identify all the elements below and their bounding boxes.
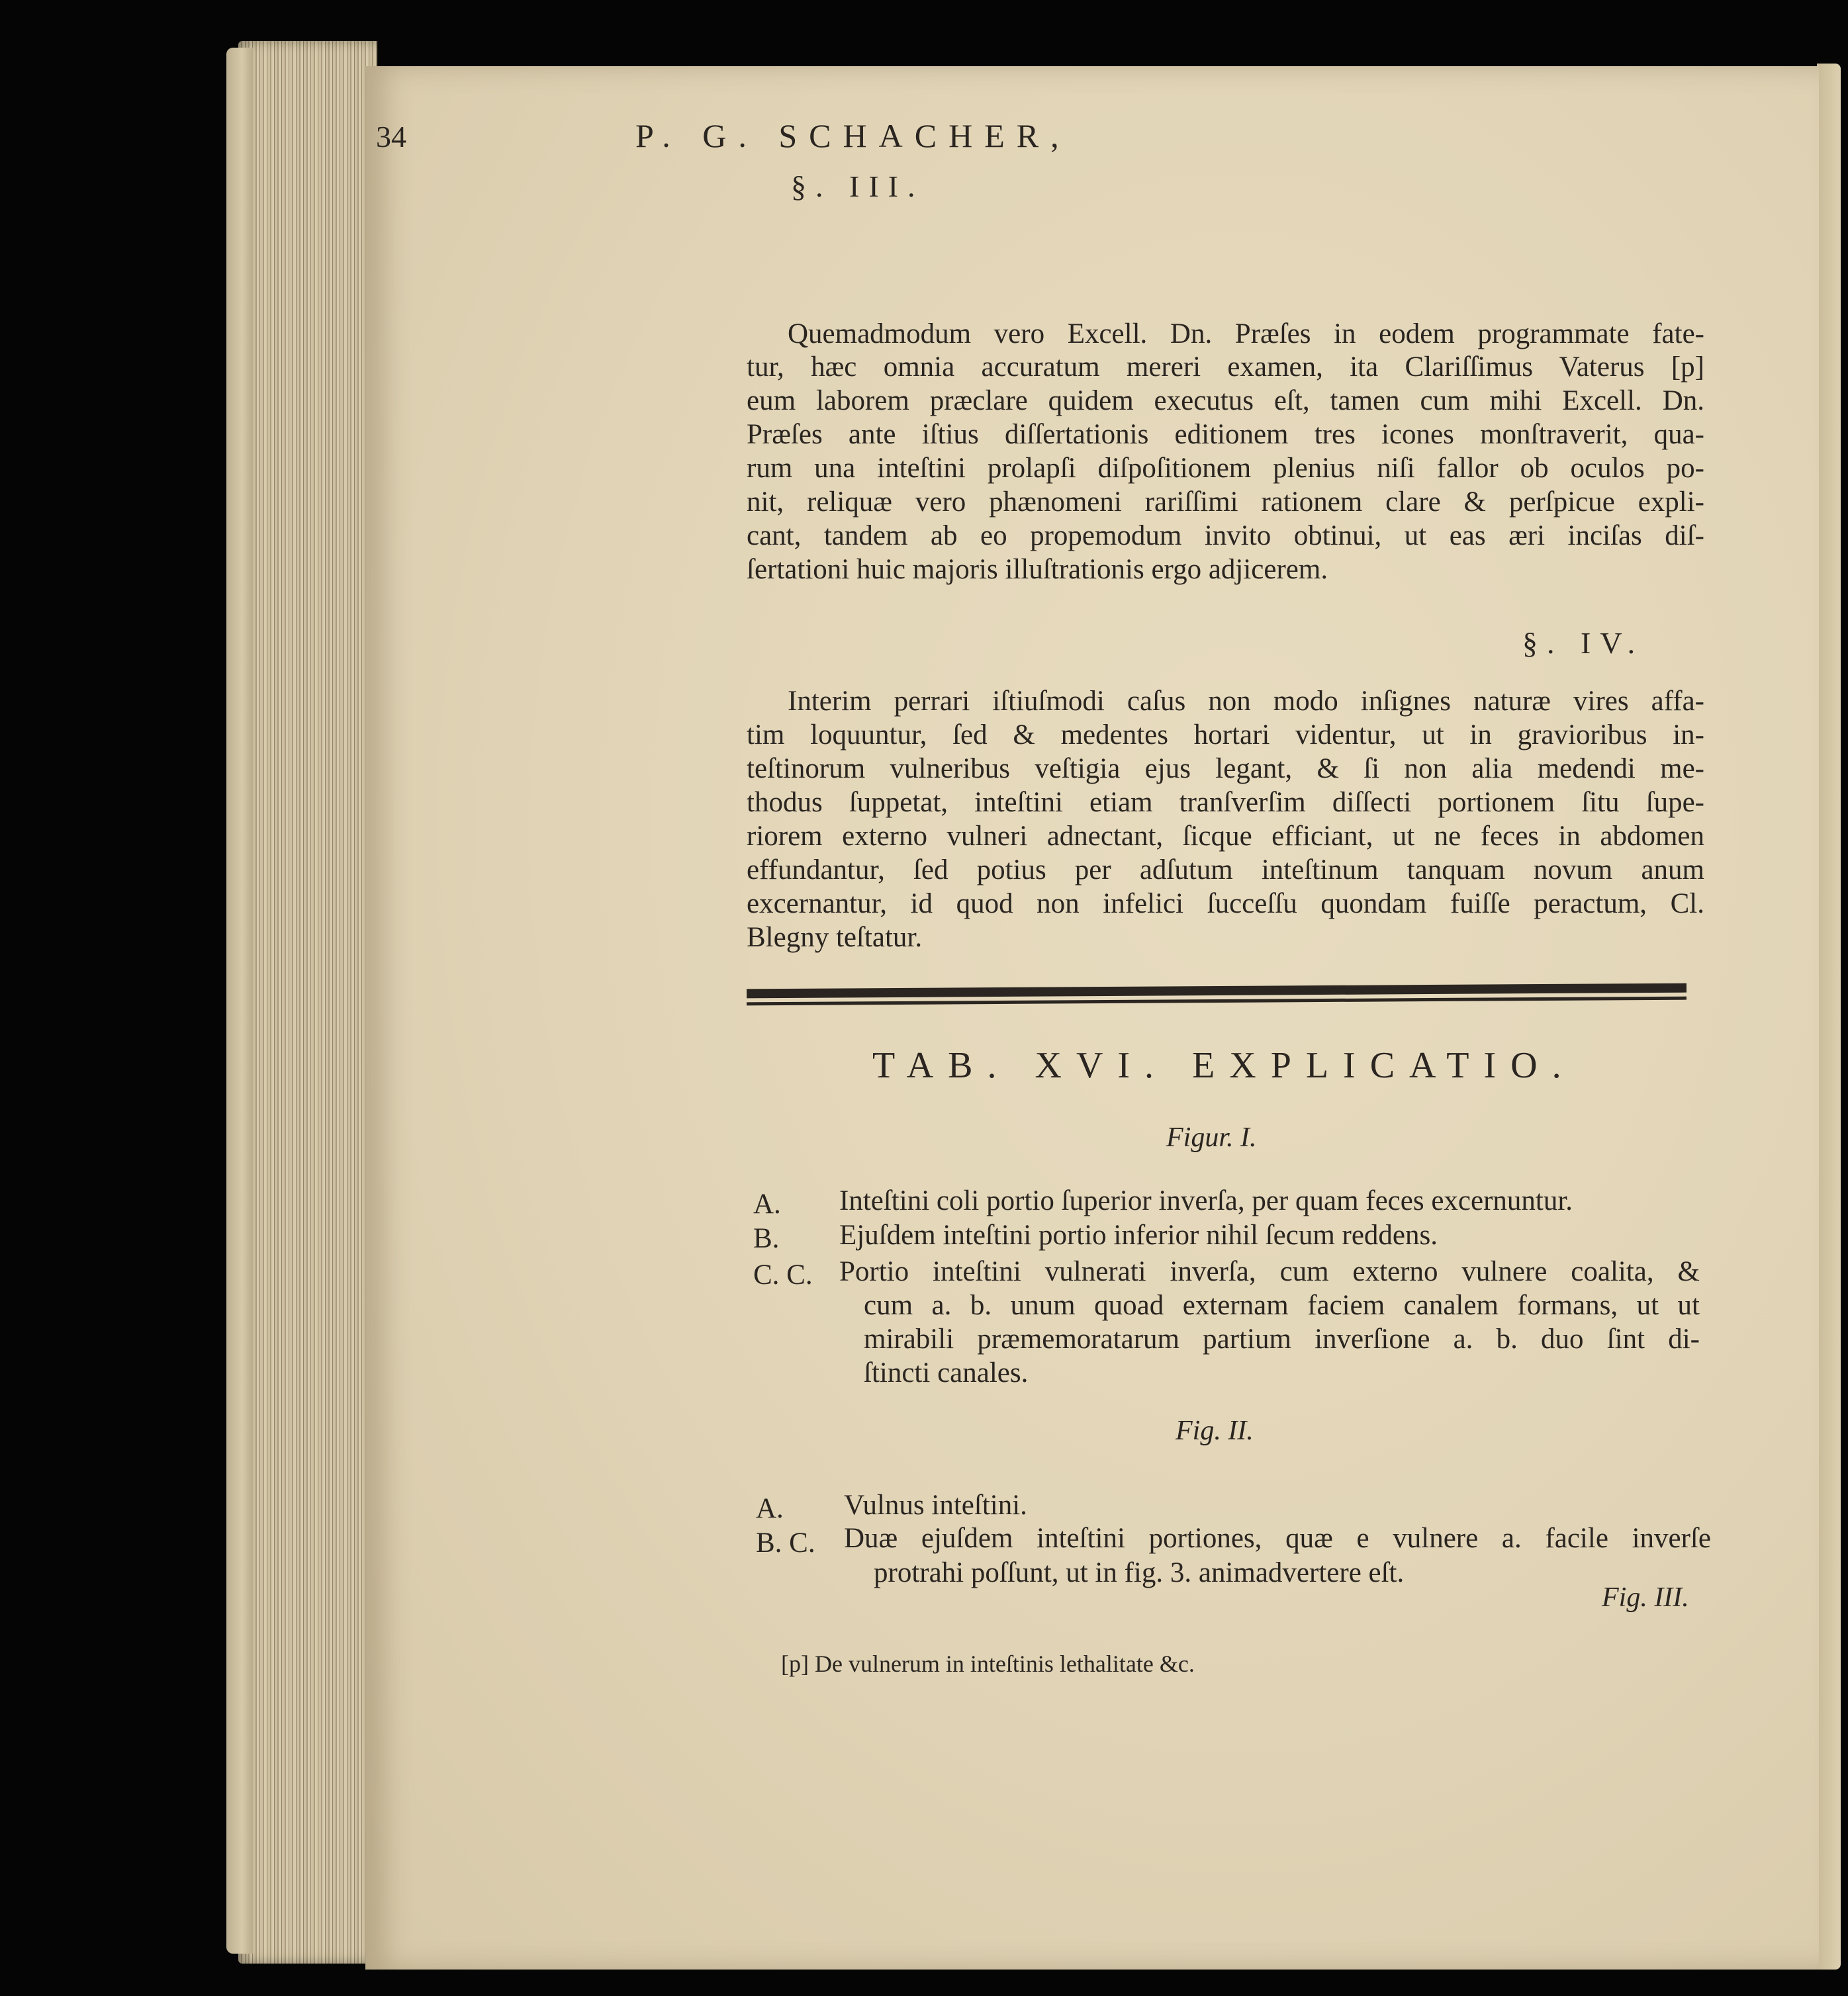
paragraph-line: ſertationi huic majoris illuſtrationis ergo adjicerem. bbox=[747, 554, 1328, 585]
paragraph-line: rum una inteſtini prolapſi diſpoſitionem plenius niſi fallor ob oculos po- bbox=[747, 453, 1704, 484]
paragraph-line: Quemadmodum vero Excell. Dn. Præſes in eodem programmate fate- bbox=[788, 318, 1704, 349]
entry-line: mirabili præmemoratarum partium inverſione a. b. duo ſint di- bbox=[864, 1324, 1700, 1355]
entry-key: A. bbox=[756, 1493, 784, 1524]
paragraph-line: Interim perrari iſtiuſmodi caſus non modo inſignes naturæ vires affa- bbox=[788, 686, 1704, 717]
entry-key: B. bbox=[753, 1223, 780, 1254]
paragraph-line: cant, tandem ab eo propemodum invito obtinui, ut eas æri inciſas diſ- bbox=[747, 520, 1704, 551]
footnote: [p] De vulnerum in inteſtinis lethalitate &c. bbox=[781, 1651, 1195, 1677]
book-page-edges bbox=[238, 41, 377, 1964]
section-heading: §. IV. bbox=[1522, 626, 1645, 660]
paragraph-line: teſtinorum vulneribus veſtigia ejus legant, & ſi non alia medendi me- bbox=[747, 753, 1704, 784]
entry-line: Vulnus inteſtini. bbox=[844, 1490, 1027, 1521]
entry-line: Ejuſdem inteſtini portio inferior nihil ſecum reddens. bbox=[839, 1220, 1438, 1251]
entry-key: B. C. bbox=[756, 1527, 815, 1559]
paragraph-line: eum laborem præclare quidem executus eſt, tamen cum mihi Excell. Dn. bbox=[747, 385, 1704, 416]
page-number: 34 bbox=[376, 120, 406, 154]
paragraph-line: excernantur, id quod non infelici ſucceſſu quondam fuiſſe peractum, Cl. bbox=[747, 888, 1704, 919]
paragraph-line: effundantur, ſed potius per adſutum inteſtinum tanquam novum anum bbox=[747, 854, 1704, 885]
paragraph-line: Præſes ante iſtius diſſertationis editionem tres icones monſtraverit, qua- bbox=[747, 419, 1704, 450]
entry-line: cum a. b. unum quoad externam faciem canalem formans, ut ut bbox=[864, 1290, 1700, 1321]
paragraph-line: tim loquuntur, ſed & medentes hortari videntur, ut in gravioribus in- bbox=[747, 719, 1704, 750]
entry-line: Portio inteſtini vulnerati inverſa, cum externo vulnere coalita, & bbox=[839, 1256, 1700, 1287]
paragraph-line: riorem externo vulneri adnectant, ſicque efficiant, ut ne feces in abdomen bbox=[747, 821, 1704, 852]
figure-heading: Fig. II. bbox=[1176, 1416, 1254, 1446]
entry-key: C. C. bbox=[753, 1259, 813, 1291]
facing-page-edge bbox=[1817, 64, 1841, 1970]
figure-heading: Fig. III. bbox=[1602, 1582, 1689, 1613]
plate-title: TAB. XVI. EXPLICATIO. bbox=[872, 1045, 1576, 1086]
entry-key: A. bbox=[753, 1189, 781, 1220]
paragraph-line: Blegny teſtatur. bbox=[747, 922, 923, 953]
entry-line: protrahi poſſunt, ut in fig. 3. animadvertere eſt. bbox=[874, 1557, 1405, 1588]
figure-heading: Figur. I. bbox=[1166, 1122, 1257, 1153]
paragraph-line: thodus ſuppetat, inteſtini etiam tranſverſim diſſecti portionem ſitu ſupe- bbox=[747, 787, 1704, 818]
section-heading: §. III. bbox=[791, 169, 925, 203]
entry-line: Inteſtini coli portio ſuperior inverſa, per quam feces excernuntur. bbox=[839, 1185, 1573, 1216]
entry-line: Duæ ejuſdem inteſtini portiones, quæ e vulnere a. facile inverſe bbox=[844, 1523, 1711, 1554]
running-head: P. G. SCHACHER, bbox=[635, 117, 1071, 154]
entry-line: ſtincti canales. bbox=[864, 1357, 1029, 1388]
paragraph-line: tur, hæc omnia accuratum mereri examen, ita Clariſſimus Vaterus [p] bbox=[747, 351, 1704, 383]
paragraph-line: nit, reliquæ vero phænomeni rariſſimi rationem clare & perſpicue expli- bbox=[747, 486, 1704, 518]
